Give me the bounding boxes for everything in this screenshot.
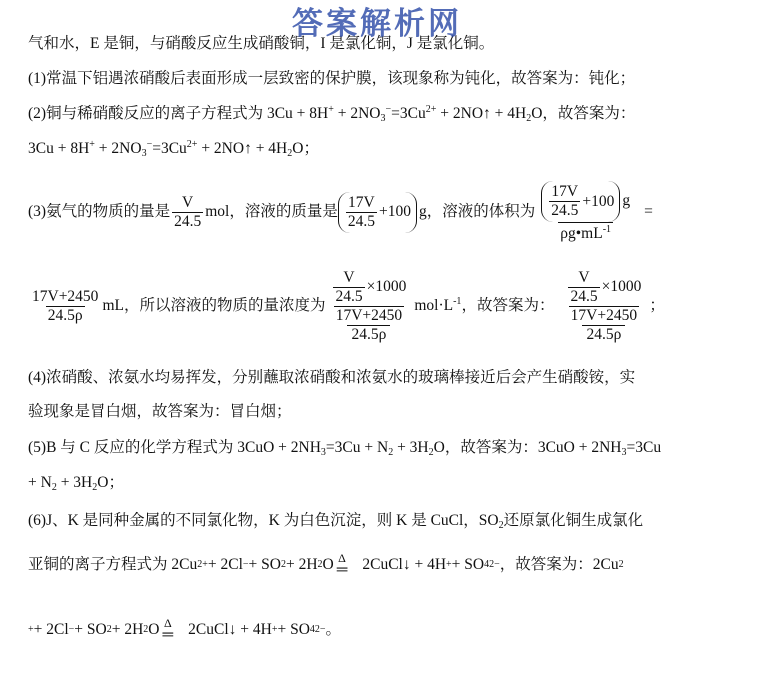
answer-4-cont: 验现象是冒白烟，故答案为：冒白烟； <box>28 403 292 420</box>
fraction-concentration: $\frac{V}{24.5}$ ×1000 17V+2450 24.5ρ <box>335 268 407 343</box>
answer-6-cont: 亚铜的离子方程式为 2Cu 2+ + 2Cl − + SO 2 + 2H 2 O Δ ═ 2CuCl↓ + 4H + + SO 4 2− ，故答案为：2Cu 2 <box>28 551 624 578</box>
answer-2-cont: $3Cu + 8H^+ + 2NO_3^-=3Cu^{2+}$ + 2NO↑ + $4H_2O$； <box>28 139 319 159</box>
answer-6-final: + + 2Cl − + SO 2 + 2H 2 O Δ ═ 2CuCl↓ + 4H + + SO 4 2− 。 <box>28 616 342 643</box>
answer-5: (5)B 与 C 反应的化学方程式为 $3CuO + 2NH_3=3Cu + N_2 + 3H_2O$，故答案为：$3CuO + 2NH_3=3Cu$ <box>28 439 662 458</box>
answer-3: (3)氨气的物质的量是 $\frac{V}{24.5}$ mol，溶液的质量是 $\frac{17V}{24.5}$ +100 g，溶液的体积为 $\frac{17V}{24.5}$ +100 g $\rho g•mL^{-1}$ = <box>28 183 653 242</box>
heat-condition-sign: Δ ═ <box>162 616 174 643</box>
watermark: 答案解析网 <box>292 6 462 42</box>
heat-condition-sign: Δ ═ <box>336 551 348 578</box>
answer-3-cont: $\frac{17V+2450}{24.5\rho}$ mL，所以溶液的物质的量浓度为 $\frac{V}{24.5}$ ×1000 17V+2450 24.5ρ $mol\cdot L^{-1}$ ，故答案为： $\frac{V}{24.5}$ ×1000 17V+2450 24.5ρ ； <box>32 268 665 343</box>
line-intro: 气和水，E 是铜，与硝酸反应生成硝酸铜，I 是氯化铜，J 是氯化铜。 <box>28 35 495 52</box>
fraction-v-over-24-5: $\frac{V}{24.5}$ <box>174 193 202 230</box>
answer-1: (1)常温下铝遇浓硝酸后表面形成一层致密的保护膜，该现象称为钝化，故答案为：钝化； <box>28 70 636 87</box>
fraction-volume-result: $\frac{17V+2450}{24.5\rho}$ <box>32 287 99 324</box>
answer-6: (6)J、K 是同种金属的不同氯化物，K 为白色沉淀，则 K 是 CuCl，$SO_2$还原氯化铜生成氯化 <box>28 512 644 531</box>
answer-4: (4)浓硝酸、浓氨水均易挥发，分别蘸取浓硝酸和浓氨水的玻璃棒接近后会产生硝酸铵，实 <box>28 369 636 386</box>
fraction-volume: $\frac{17V}{24.5}$ +100 g $\rho g•mL^{-1}$ <box>539 181 632 243</box>
answer-2: (2)铜与稀硝酸反应的离子方程式为 $3Cu + 8H^+ + 2NO_3^-=3Cu^{2+}$ + 2NO↑ + $4H_2O$，故答案为： <box>28 104 636 124</box>
answer-5-cont: + $N_2 + 3H_2O$； <box>28 474 124 493</box>
fraction-concentration-answer: $\frac{V}{24.5}$ ×1000 17V+2450 24.5ρ <box>570 268 642 343</box>
paren-mass: $\frac{17V}{24.5}$ +100 <box>338 192 417 233</box>
